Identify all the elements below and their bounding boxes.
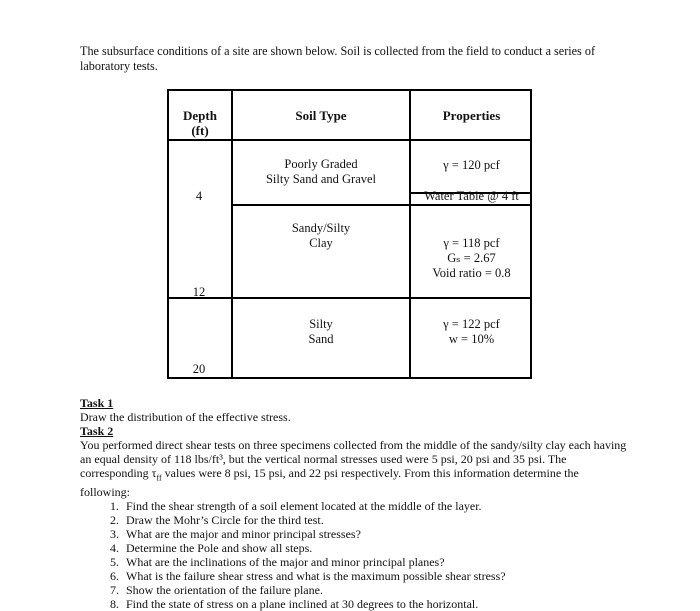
layer2-void-ratio: Void ratio = 0.8 bbox=[432, 266, 511, 280]
question-item: 4. Determine the Pole and show all steps. bbox=[122, 541, 628, 555]
layer3-soil-type bbox=[233, 317, 409, 347]
layer3-soil-line1: Silty bbox=[309, 317, 333, 331]
task2-text-part2: values were 8 psi, 15 psi, and 22 psi respectively. From this information determine the following: bbox=[80, 466, 579, 500]
question-item: 2. Draw the Mohr’s Circle for the third test. bbox=[122, 513, 628, 527]
question-item: 1. Find the shear strength of a soil element located at the middle of the layer. bbox=[122, 499, 628, 513]
soil-profile-table bbox=[167, 89, 532, 379]
layer2-properties bbox=[411, 236, 532, 281]
water-table-note: Water Table @ 4 ft bbox=[424, 189, 519, 203]
layer1-soil-type bbox=[233, 157, 409, 187]
depth-label-20: 20 bbox=[192, 362, 206, 376]
task1-text: Draw the distribution of the effective stress. bbox=[80, 410, 291, 424]
properties-header: Properties bbox=[442, 108, 501, 123]
layer2-soil-line1: Sandy/Silty bbox=[291, 221, 351, 235]
layer1-soil-line2: Silty Sand and Gravel bbox=[265, 172, 377, 186]
task2-questions-list bbox=[80, 499, 628, 611]
question-item: 5. What are the inclinations of the major and minor principal planes? bbox=[122, 555, 628, 569]
depth-header bbox=[169, 108, 231, 138]
layer2-unit-weight: γ = 118 pcf bbox=[443, 236, 500, 250]
table-divider bbox=[231, 204, 530, 206]
depth-label-12: 12 bbox=[192, 285, 206, 299]
task2-paragraph bbox=[80, 438, 628, 499]
tau-symbol: τ bbox=[151, 466, 157, 480]
layer3-water-content: w = 10% bbox=[448, 332, 495, 346]
depth-header-line1: Depth bbox=[183, 108, 217, 123]
layer1-soil-line1: Poorly Graded bbox=[284, 157, 358, 171]
question-item: 7. Show the orientation of the failure plane. bbox=[122, 583, 628, 597]
layer2-soil-line2: Clay bbox=[309, 236, 333, 250]
question-item: 6. What is the failure shear stress and what is the maximum possible shear stress? bbox=[122, 569, 628, 583]
depth-label-4: 4 bbox=[195, 189, 203, 203]
layer3-properties bbox=[411, 317, 532, 347]
tau-subscript: ff bbox=[156, 473, 162, 483]
layer2-soil-type bbox=[233, 221, 409, 251]
question-item: 8. Find the state of stress on a plane inclined at 30 degrees to the horizontal. bbox=[122, 597, 628, 611]
layer1-unit-weight: γ = 120 pcf bbox=[443, 158, 500, 172]
question-item: 3. What are the major and minor principal stresses? bbox=[122, 527, 628, 541]
depth-header-line2: (ft) bbox=[191, 123, 209, 138]
tasks-section bbox=[80, 396, 628, 611]
table-divider bbox=[169, 139, 530, 141]
task2-title: Task 2 bbox=[80, 424, 114, 438]
task2-text-part1: You performed direct shear tests on three specimens collected from the middle of the sandy/silty clay each having an equal density of 118 lbs/ft³, but the vertical normal stresses used were 5 psi, 20 psi and 35 psi. The corresponding bbox=[80, 438, 627, 480]
layer3-soil-line2: Sand bbox=[308, 332, 334, 346]
task1-title: Task 1 bbox=[80, 396, 114, 410]
soil-type-header: Soil Type bbox=[295, 108, 347, 123]
layer3-unit-weight: γ = 122 pcf bbox=[443, 317, 500, 331]
layer2-specific-gravity: Gₛ = 2.67 bbox=[447, 251, 496, 265]
intro-paragraph: The subsurface conditions of a site are shown below. Soil is collected from the field to conduct a series of laboratory tests. bbox=[80, 44, 595, 73]
